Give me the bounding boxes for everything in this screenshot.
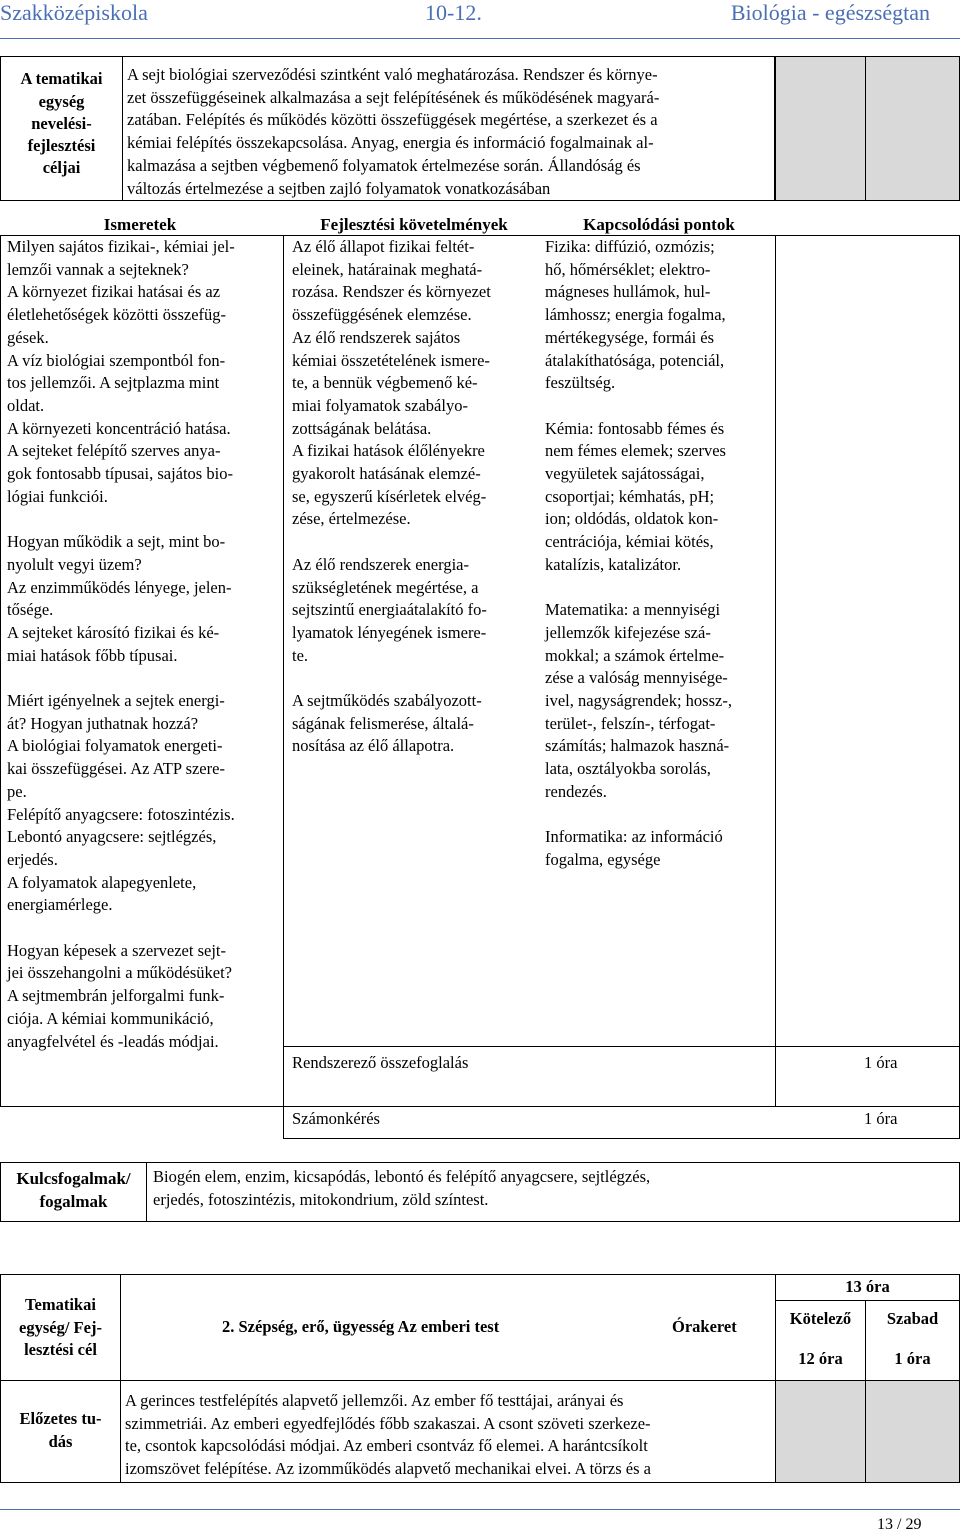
summary-hours: 1 óra — [864, 1053, 898, 1072]
goals-text: A sejt biológiai szerveződési szintként való meghatározása. Rendszer és környe- zet összefüggéseinek alkalmazása a sejt felépítésének és működésének magyará- zatában. Felépítés és működés közötti összefüggések megértése, a szerkezet és a kémiai felépítés összekapcsolása. Anyag, energia és információ fogalmainak al- kalmazása a sejtben végbemenő folyamatok értelmezése során. Állandóság és változás értelmezése a sejtben zajló folyamatok vonatkozásában — [127, 65, 660, 198]
summary-label: Számonkérés — [292, 1109, 380, 1128]
table-rule — [0, 1106, 960, 1107]
header-rule — [0, 38, 960, 39]
table-rule — [283, 1106, 284, 1139]
goals-label: A tematikai egység nevelési- fejlesztési céljai — [20, 69, 103, 178]
prereq-text: A gerinces testfelépítés alapvető jellemzői. Az ember fő testtájai, arányai és szimmetriái. Az emberi egyedfejlődés főbb szakaszai. A csont szöveti szerkeze- te, csontok kapcsolódási módjai. Az emberi csontváz fő elemei. A harántcsíkolt izomszövet felépítése. Az izomműködés alapvető mechanikai elvei. A törzs és a — [125, 1391, 651, 1479]
header-subject: Biológia - egészségtan — [730, 0, 930, 25]
table-rule — [283, 1138, 960, 1139]
unit2-title: 2. Szépség, erő, ügyesség Az emberi test — [222, 1317, 500, 1336]
table-rule — [283, 1046, 960, 1047]
gray-cell — [865, 56, 960, 201]
keywords-label: Kulcsfogalmak/ fogalmak — [16, 1169, 131, 1211]
column-header-ismeretek: Ismeretek — [103, 215, 177, 234]
gray-cell — [865, 1380, 960, 1483]
page-number: 13 / 29 — [877, 1516, 922, 1533]
table-rule — [775, 235, 776, 1107]
prereq-label: Előzetes tu- dás — [19, 1409, 102, 1451]
table-rule — [0, 235, 1, 1107]
kapcsolodasi-text: Fizika: diffúzió, ozmózis; hő, hőmérséklet; elektro- mágneses hullámok, hul- lámhossz; energia fogalma, mértékegysége, formái és átalakíthatósága, potenciál, feszültség. Kémia: fontosabb fémes és nem fémes elemek; szerves vegyületek sajátosságai, csoportjai; kémhatás, pH; ion; oldódás, oldatok kon- centrációja, kémiai kötés, katalízis, katalizátor. Matematika: a mennyiségi jellemzők kifejezése szá- mokkal; a számok értelme- zése a valóság mennyisége- ivel, nagyságrendek; hossz-, terület-, felszín-, térfogat- számítás; halmazok haszná- lata, osztályokba sorolás, rendezés. Informatika: az információ fogalma, egysége — [545, 237, 732, 869]
unit2-szabad: Szabad — [886, 1309, 939, 1328]
summary-hours: 1 óra — [864, 1109, 898, 1128]
gray-cell — [775, 56, 866, 201]
unit2-orakeret: Órakeret — [672, 1317, 737, 1336]
ismeretek-text: Milyen sajátos fizikai-, kémiai jel- lemzői vannak a sejteknek? A környezet fizikai hatásai és az életlehetőségek közötti összefüg- gések. A víz biológiai szempontból fon- tos jellemzői. A sejtplazma mint oldat. A környezeti koncentráció hatása. A sejteket felépítő szerves anya- gok fontosabb típusai, sajátos bio- lógiai funkciói. Hogyan működik a sejt, mint bo- nyolult vegyi üzem? Az enzimműködés lényege, jelen- tősége. A sejteket károsító fizikai és ké- miai hatások főbb típusai. Miért igényelnek a sejtek energi- át? Hogyan juthatnak hozzá? A biológiai folyamatok energeti- kai összefüggései. Az ATP szere- pe. Felépítő anyagcsere: fotoszintézis. Lebontó anyagcsere: sejtlégzés, erjedés. A folyamatok alapegyenlete, energiamérlege. Hogyan képesek a szervezet sejt- jei összehangolni a működésüket? A sejtmembrán jelforgalmi funk- ciója. A kémiai kommunikáció, anyagfelvétel és -leadás módjai. — [7, 237, 235, 1051]
column-header-kapcsolodasi: Kapcsolódási pontok — [583, 215, 735, 234]
unit2-szabad-hours: 1 óra — [894, 1349, 931, 1368]
gray-cell — [775, 1380, 866, 1483]
keywords-text: Biogén elem, enzim, kicsapódás, lebontó és felépítő anyagcsere, sejtlégzés, erjedés, fotoszintézis, mitokondrium, zöld színtest. — [153, 1167, 651, 1209]
unit2-kotelezo: Kötelező — [789, 1309, 852, 1328]
table-rule — [283, 235, 284, 1107]
unit2-total: 13 óra — [845, 1277, 890, 1296]
summary-label: Rendszerező összefoglalás — [292, 1053, 469, 1072]
column-header-fejlesztesi: Fejlesztési követelmények — [320, 215, 508, 234]
unit2-kotelezo-hours: 12 óra — [798, 1349, 843, 1368]
header-school: Szakközépiskola — [0, 0, 148, 25]
footer-rule — [0, 1509, 960, 1510]
header-grade: 10-12. — [425, 0, 482, 25]
unit2-label: Tematikai egység/ Fej- lesztési cél — [19, 1295, 102, 1360]
fejlesztesi-text: Az élő állapot fizikai feltét- eleinek, határainak meghatá- rozása. Rendszer és környezet összefüggésének elemzése. Az élő rendszerek sajátos kémiai összetételének ismere- te, a bennük végbemenő ké- miai folyamatok szabályo- zottságának belátása. A fizikai hatások élőlényekre gyakorolt hatásának elemzé- se, egyszerű kísérletek elvég- zése, értelmezése. Az élő rendszerek energia- szükségletének megértése, a sejtszintű energiaátalakító fo- lyamatok lényegének ismere- te. A sejtműködés szabályozott- ságának felismerése, általá- nosítása az élő állapotra. — [292, 237, 491, 756]
